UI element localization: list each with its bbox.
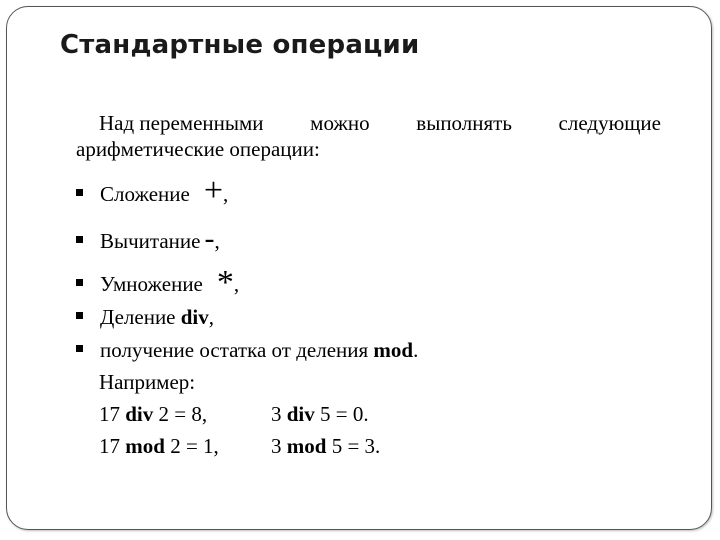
intro-line-1: [99, 111, 661, 136]
op-tail: ,: [223, 182, 229, 206]
op-tail: ,: [208, 305, 215, 329]
example-operand: 3: [271, 402, 282, 426]
example-operator: div: [125, 402, 154, 426]
op-label: получение остатка от деления: [100, 338, 369, 362]
intro-line-2: арифметические операции:: [76, 137, 320, 161]
intro-word: Над переменными: [99, 111, 264, 135]
example-row: [99, 434, 381, 459]
op-tail: ,: [214, 229, 220, 253]
example-row: [99, 402, 369, 427]
op-label: Сложение: [100, 182, 190, 206]
op-label: Вычитание: [100, 229, 201, 253]
op-label: Деление: [100, 305, 176, 329]
example-operator: mod: [125, 434, 165, 458]
example-right: [271, 402, 369, 427]
example-right: [271, 434, 380, 459]
op-symbol: div: [180, 305, 209, 329]
op-symbol: +: [203, 172, 224, 209]
list-item-remainder: [76, 338, 418, 363]
op-symbol: mod: [373, 338, 414, 362]
example-operand: 17: [99, 434, 120, 458]
op-tail: ,: [233, 272, 240, 296]
intro-word: следующие: [558, 111, 661, 135]
example-operator: mod: [286, 434, 327, 458]
square-bullet-icon: [76, 312, 83, 319]
op-label: Умножение: [100, 272, 203, 296]
slide-title: Стандартные операции: [60, 30, 420, 60]
example-result: 5 = 0.: [320, 402, 369, 426]
list-item-addition: [76, 172, 228, 210]
example-operand: 17: [99, 402, 120, 426]
example-result: 5 = 3.: [331, 434, 381, 458]
example-operand: 3: [271, 434, 282, 458]
square-bullet-icon: [76, 189, 83, 196]
intro-word: выполнять: [416, 111, 512, 135]
example-result: 2 = 1,: [170, 434, 219, 458]
list-item-subtraction: [76, 222, 220, 256]
example-operator: div: [286, 402, 315, 426]
square-bullet-icon: [76, 279, 83, 286]
op-tail: .: [413, 338, 419, 362]
intro-word: можно: [310, 111, 370, 135]
square-bullet-icon: [76, 236, 83, 243]
square-bullet-icon: [76, 345, 83, 352]
list-item-division: [76, 305, 214, 330]
op-symbol: *: [216, 264, 234, 301]
example-result: 2 = 8,: [158, 402, 208, 426]
op-symbol: -: [204, 222, 215, 255]
list-item-multiplication: [76, 262, 239, 300]
example-label: Например:: [99, 370, 196, 394]
